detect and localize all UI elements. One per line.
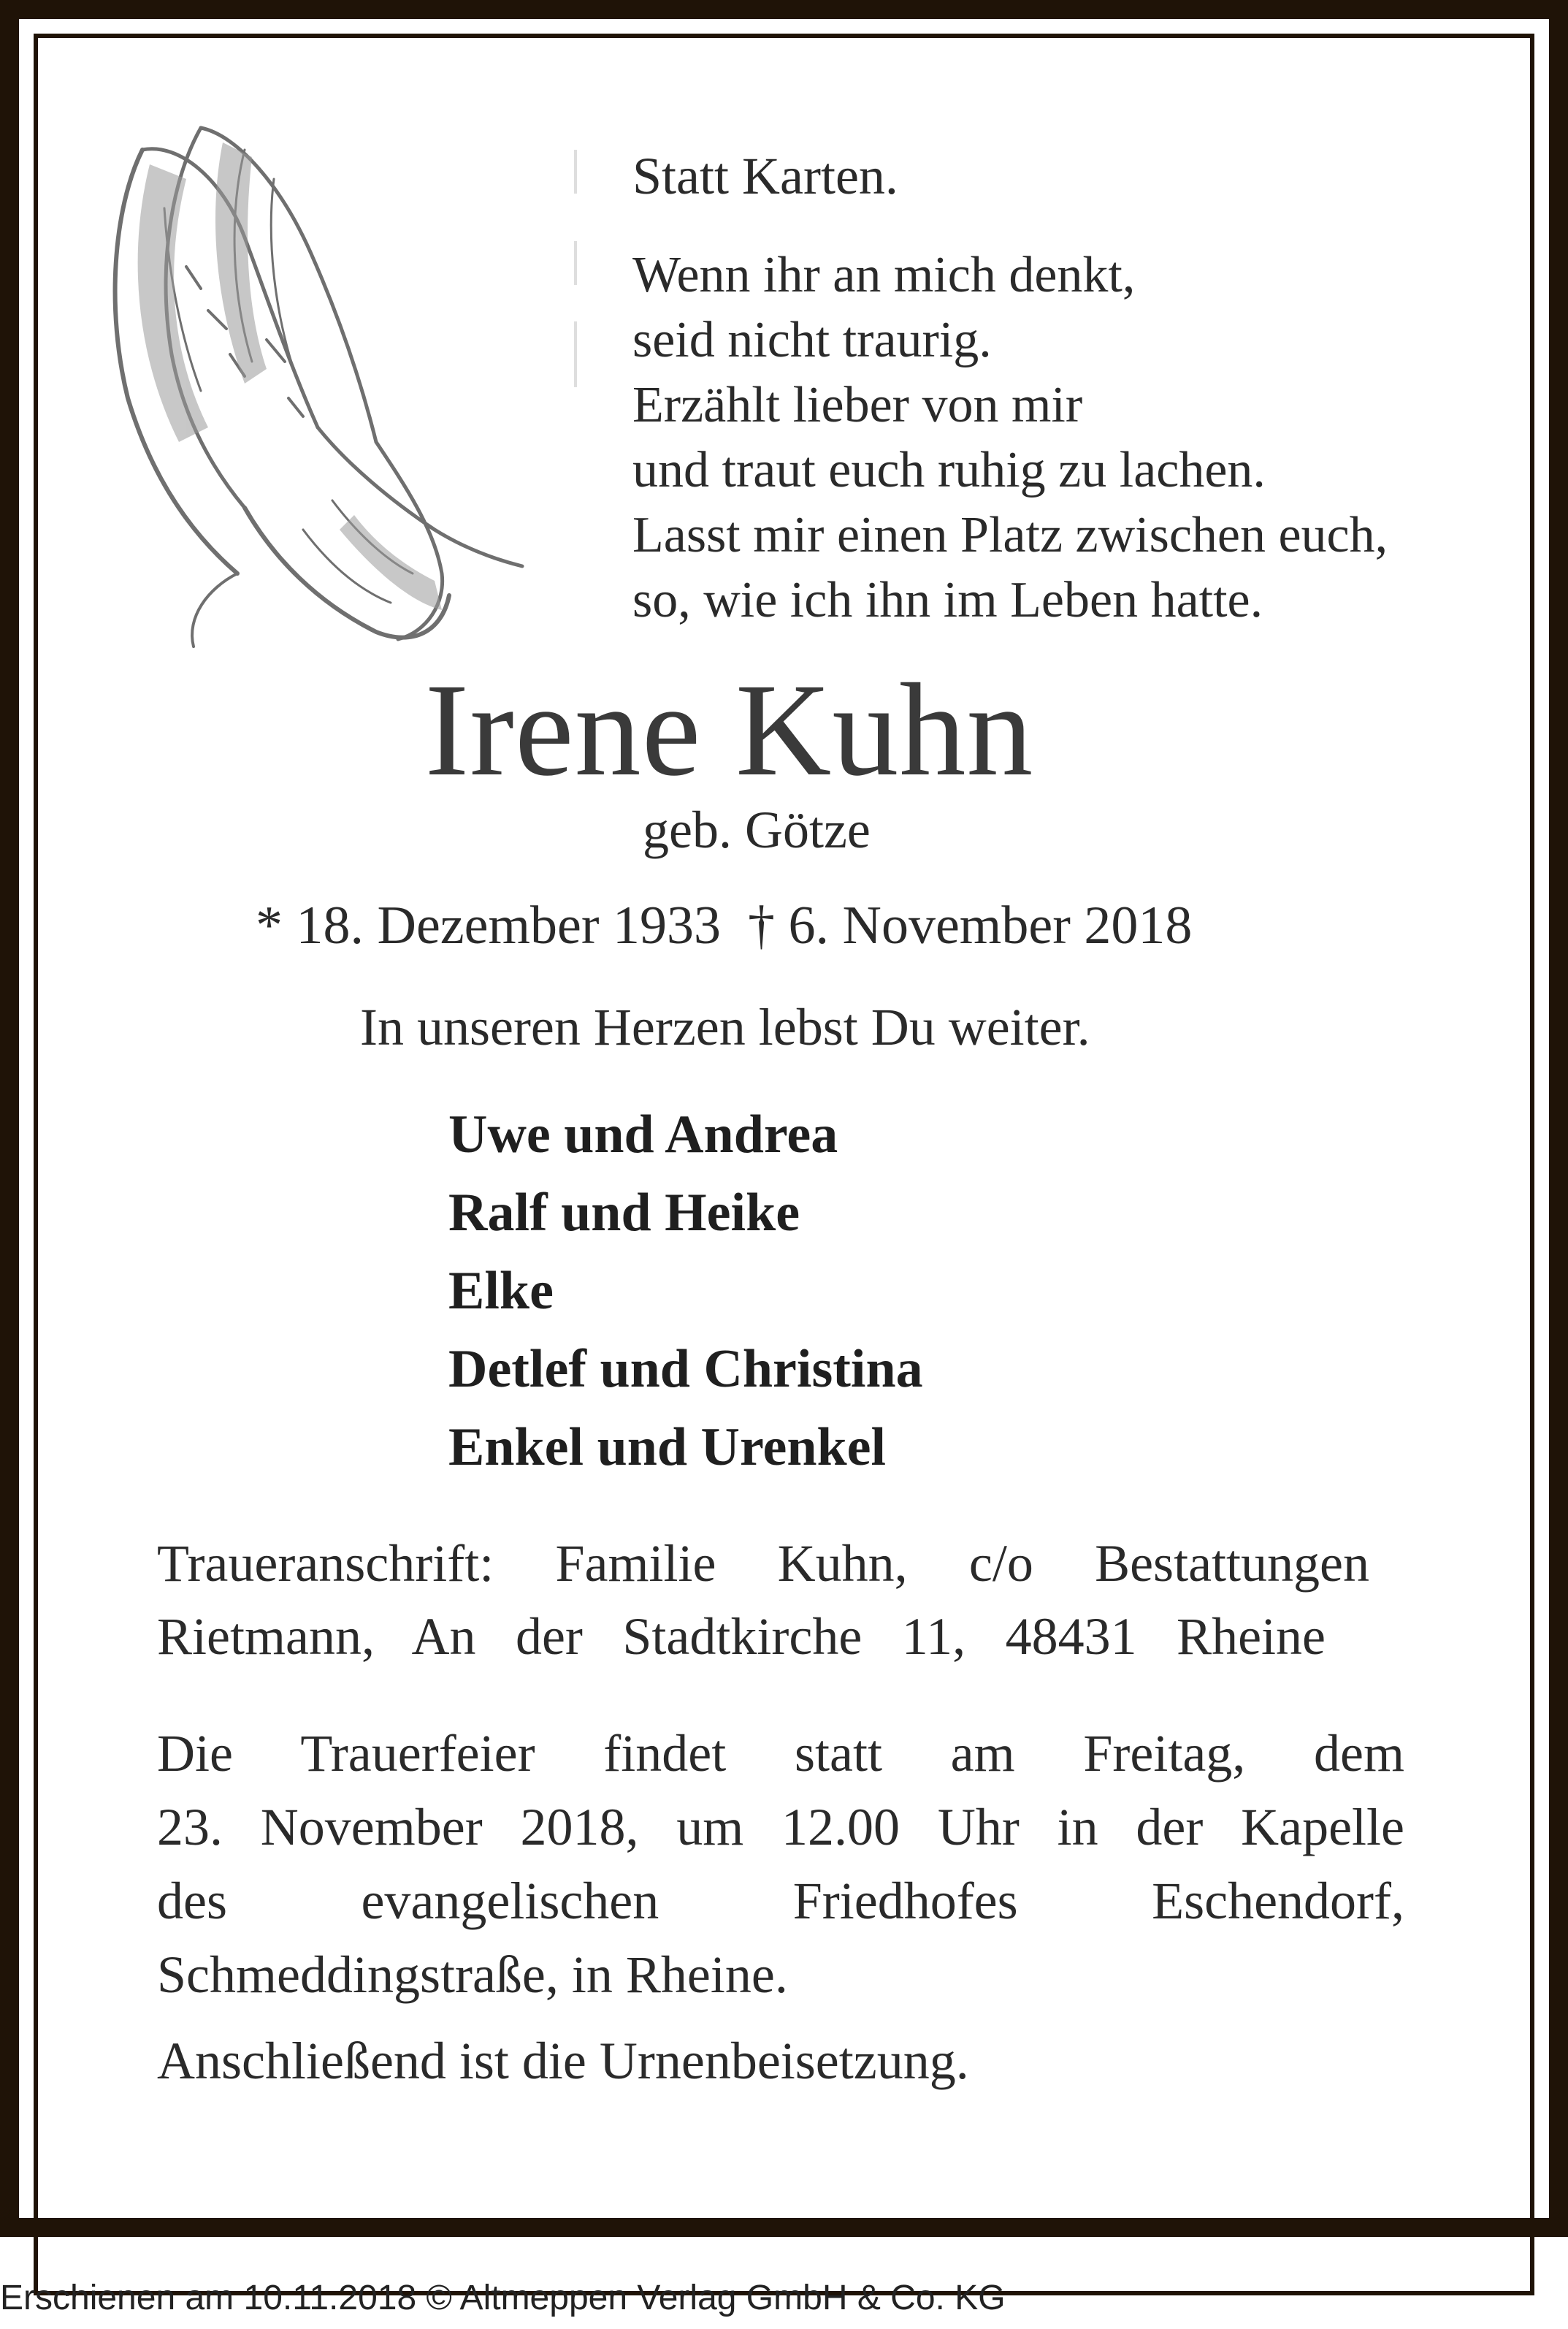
address-line: Rietmann, An der Stadtkirche 11, 48431 Rheine bbox=[157, 1607, 1326, 1666]
separator-line bbox=[574, 241, 577, 285]
birth-name: geb. Götze bbox=[643, 801, 871, 859]
mourner-entry: Enkel und Urenkel bbox=[448, 1417, 887, 1477]
ceremony-line: 23. November 2018, um 12.00 Uhr in der Kapelle bbox=[157, 1798, 1404, 1856]
dedication-text: In unseren Herzen lebst Du weiter. bbox=[360, 998, 1090, 1056]
statt-karten-heading: Statt Karten. bbox=[632, 147, 898, 205]
praying-hands-icon bbox=[99, 121, 551, 661]
poem-line: seid nicht traurig. bbox=[632, 312, 992, 368]
deceased-name: Irene Kuhn bbox=[424, 657, 1034, 804]
poem bbox=[632, 243, 1388, 633]
poem-line: Lasst mir einen Platz zwischen euch, bbox=[632, 507, 1388, 563]
mourner-entry: Elke bbox=[448, 1261, 554, 1321]
poem-line: so, wie ich ihn im Leben hatte. bbox=[632, 572, 1263, 628]
poem-line: und traut euch ruhig zu lachen. bbox=[632, 442, 1266, 498]
ceremony-line: Schmeddingstraße, in Rheine. bbox=[157, 1945, 788, 2004]
mourning-address bbox=[157, 1527, 1369, 1673]
mourner-entry: Detlef und Christina bbox=[448, 1339, 923, 1399]
separator-line bbox=[574, 150, 577, 194]
address-line: Traueranschrift: Familie Kuhn, c/o Bestattungen bbox=[157, 1534, 1369, 1593]
ceremony-line: des evangelischen Friedhofes Eschendorf, bbox=[157, 1872, 1404, 1930]
ceremony-info bbox=[157, 1717, 1404, 2012]
mourners-list bbox=[448, 1096, 923, 1487]
urn-burial-note: Anschließend ist die Urnenbeisetzung. bbox=[157, 2032, 969, 2090]
mourner-entry: Uwe und Andrea bbox=[448, 1105, 838, 1164]
ceremony-line: Die Trauerfeier findet statt am Freitag, dem bbox=[157, 1724, 1404, 1783]
life-dates: * 18. Dezember 1933 † 6. November 2018 bbox=[256, 896, 1193, 956]
poem-line: Wenn ihr an mich denkt, bbox=[632, 247, 1136, 303]
mourner-entry: Ralf und Heike bbox=[448, 1183, 800, 1243]
poem-line: Erzählt lieber von mir bbox=[632, 377, 1083, 433]
separator-line bbox=[574, 321, 577, 387]
publication-footer: Erschienen am 10.11.2018 © Altmeppen Verlag GmbH & Co. KG bbox=[0, 2279, 1006, 2317]
